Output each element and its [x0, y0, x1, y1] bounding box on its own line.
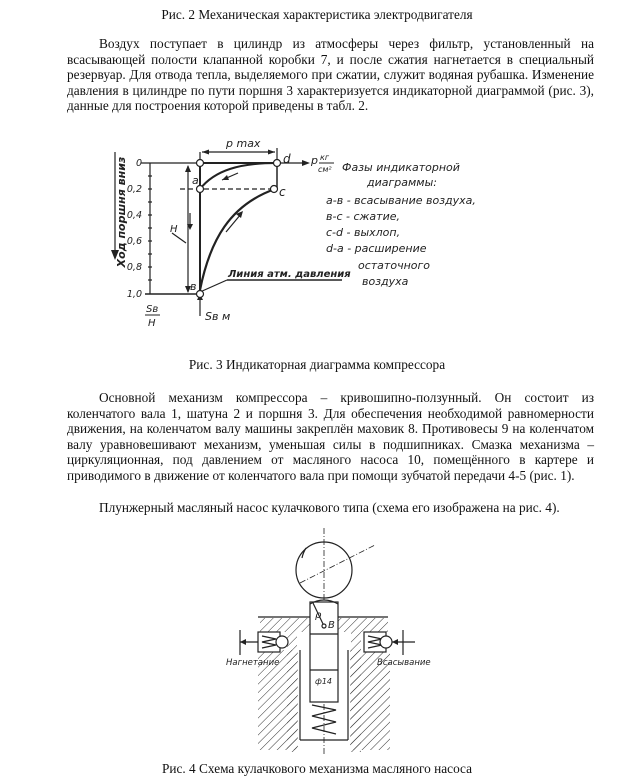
legend-item: c-d - выхлоп, [326, 226, 401, 239]
y-tick: 0,6 [126, 236, 142, 247]
figure-3-caption: Рис. 3 Индикаторная диаграмма компрессора [188, 357, 446, 372]
b-label: В [328, 620, 335, 631]
legend-item: остаточного [358, 259, 430, 272]
legend-item: d-a - расширение [326, 242, 427, 255]
y-tick: 0,2 [126, 184, 142, 195]
indicator-diagram [100, 130, 500, 345]
pmax-label: p max [226, 137, 261, 150]
legend-item: a-в - всасывание воздуха, [326, 194, 476, 207]
y-axis-label-den: H [148, 318, 156, 329]
paragraph-text: Основной механизм компрессора – кривошипно-ползунный. Он состоит из коленчатого вала 1, шатуна 2 и поршня 3. Для обеспечения необходимой равномерности движения, на коленчатом валу машины закреплён маховик 8. Противовесы 9 на коленчатом валу уравновешивают механизм, уменьшая силы в подшипниках. Смазка механизма – циркуляционная, под давлением от масляного насоса 10, помещённого в картере и приводимого в движение от коленчатого вала при помощи зубчатой передачи 4-5 (рис. 1). [67, 390, 594, 483]
legend-item: в-c - сжатие, [326, 210, 400, 223]
x-unit-den: см² [318, 165, 332, 174]
y-tick: 0,8 [126, 262, 142, 273]
paragraph-text: Плунжерный масляный насос кулачкового типа (схема его изображена на рис. 4). [99, 500, 560, 515]
suction-label: Всасывание [377, 658, 431, 668]
figure-2-caption: Рис. 2 Механическая характеристика электродвигателя [161, 7, 473, 22]
paragraph-text: Воздух поступает в цилиндр из атмосферы через фильтр, установленный на всасывающей полости клапанной коробки 7, и после сжатия нагнетается в специальный резервуар. Для отвода тепла, выделяемого при сжатии, служит водяная рубашка. Изменение давления в цилиндре по пути поршня 3 характеризуется индикаторной диаграммой (рис. 3), данные для построения которой приведены в табл. 2. [67, 36, 594, 114]
h-label: H [170, 224, 178, 235]
legend-title: Фазы индикаторной [342, 161, 460, 174]
s-label: Sв м [205, 310, 231, 323]
y-tick: 0,4 [126, 210, 142, 221]
point-b: в [190, 280, 197, 293]
x-axis-label: p [311, 154, 318, 167]
y-axis-title: Ход поршня вниз [115, 156, 128, 268]
atm-line-label: Линия атм. давления [228, 269, 351, 280]
discharge-label: Нагнетание [226, 658, 280, 668]
point-a: a [192, 174, 199, 187]
diameter-label: ф14 [315, 677, 333, 686]
paragraph-oil-pump [67, 500, 594, 516]
point-d: d [283, 152, 291, 166]
paragraph-mechanism [67, 390, 594, 484]
legend-item: воздуха [362, 275, 409, 288]
y-tick: 0 [135, 158, 142, 169]
point-c: c [279, 185, 286, 199]
cam-pump-diagram [220, 525, 440, 755]
rho-label: ρ [315, 610, 322, 621]
y-tick: 1,0 [126, 289, 142, 300]
paragraph-air-intake [67, 36, 594, 114]
y-axis-label-num: Sв [146, 304, 159, 315]
legend-title: диаграммы: [367, 176, 437, 189]
x-unit-num: кг [320, 153, 330, 162]
figure-4-caption: Рис. 4 Схема кулачкового механизма масляного насоса [161, 761, 473, 776]
